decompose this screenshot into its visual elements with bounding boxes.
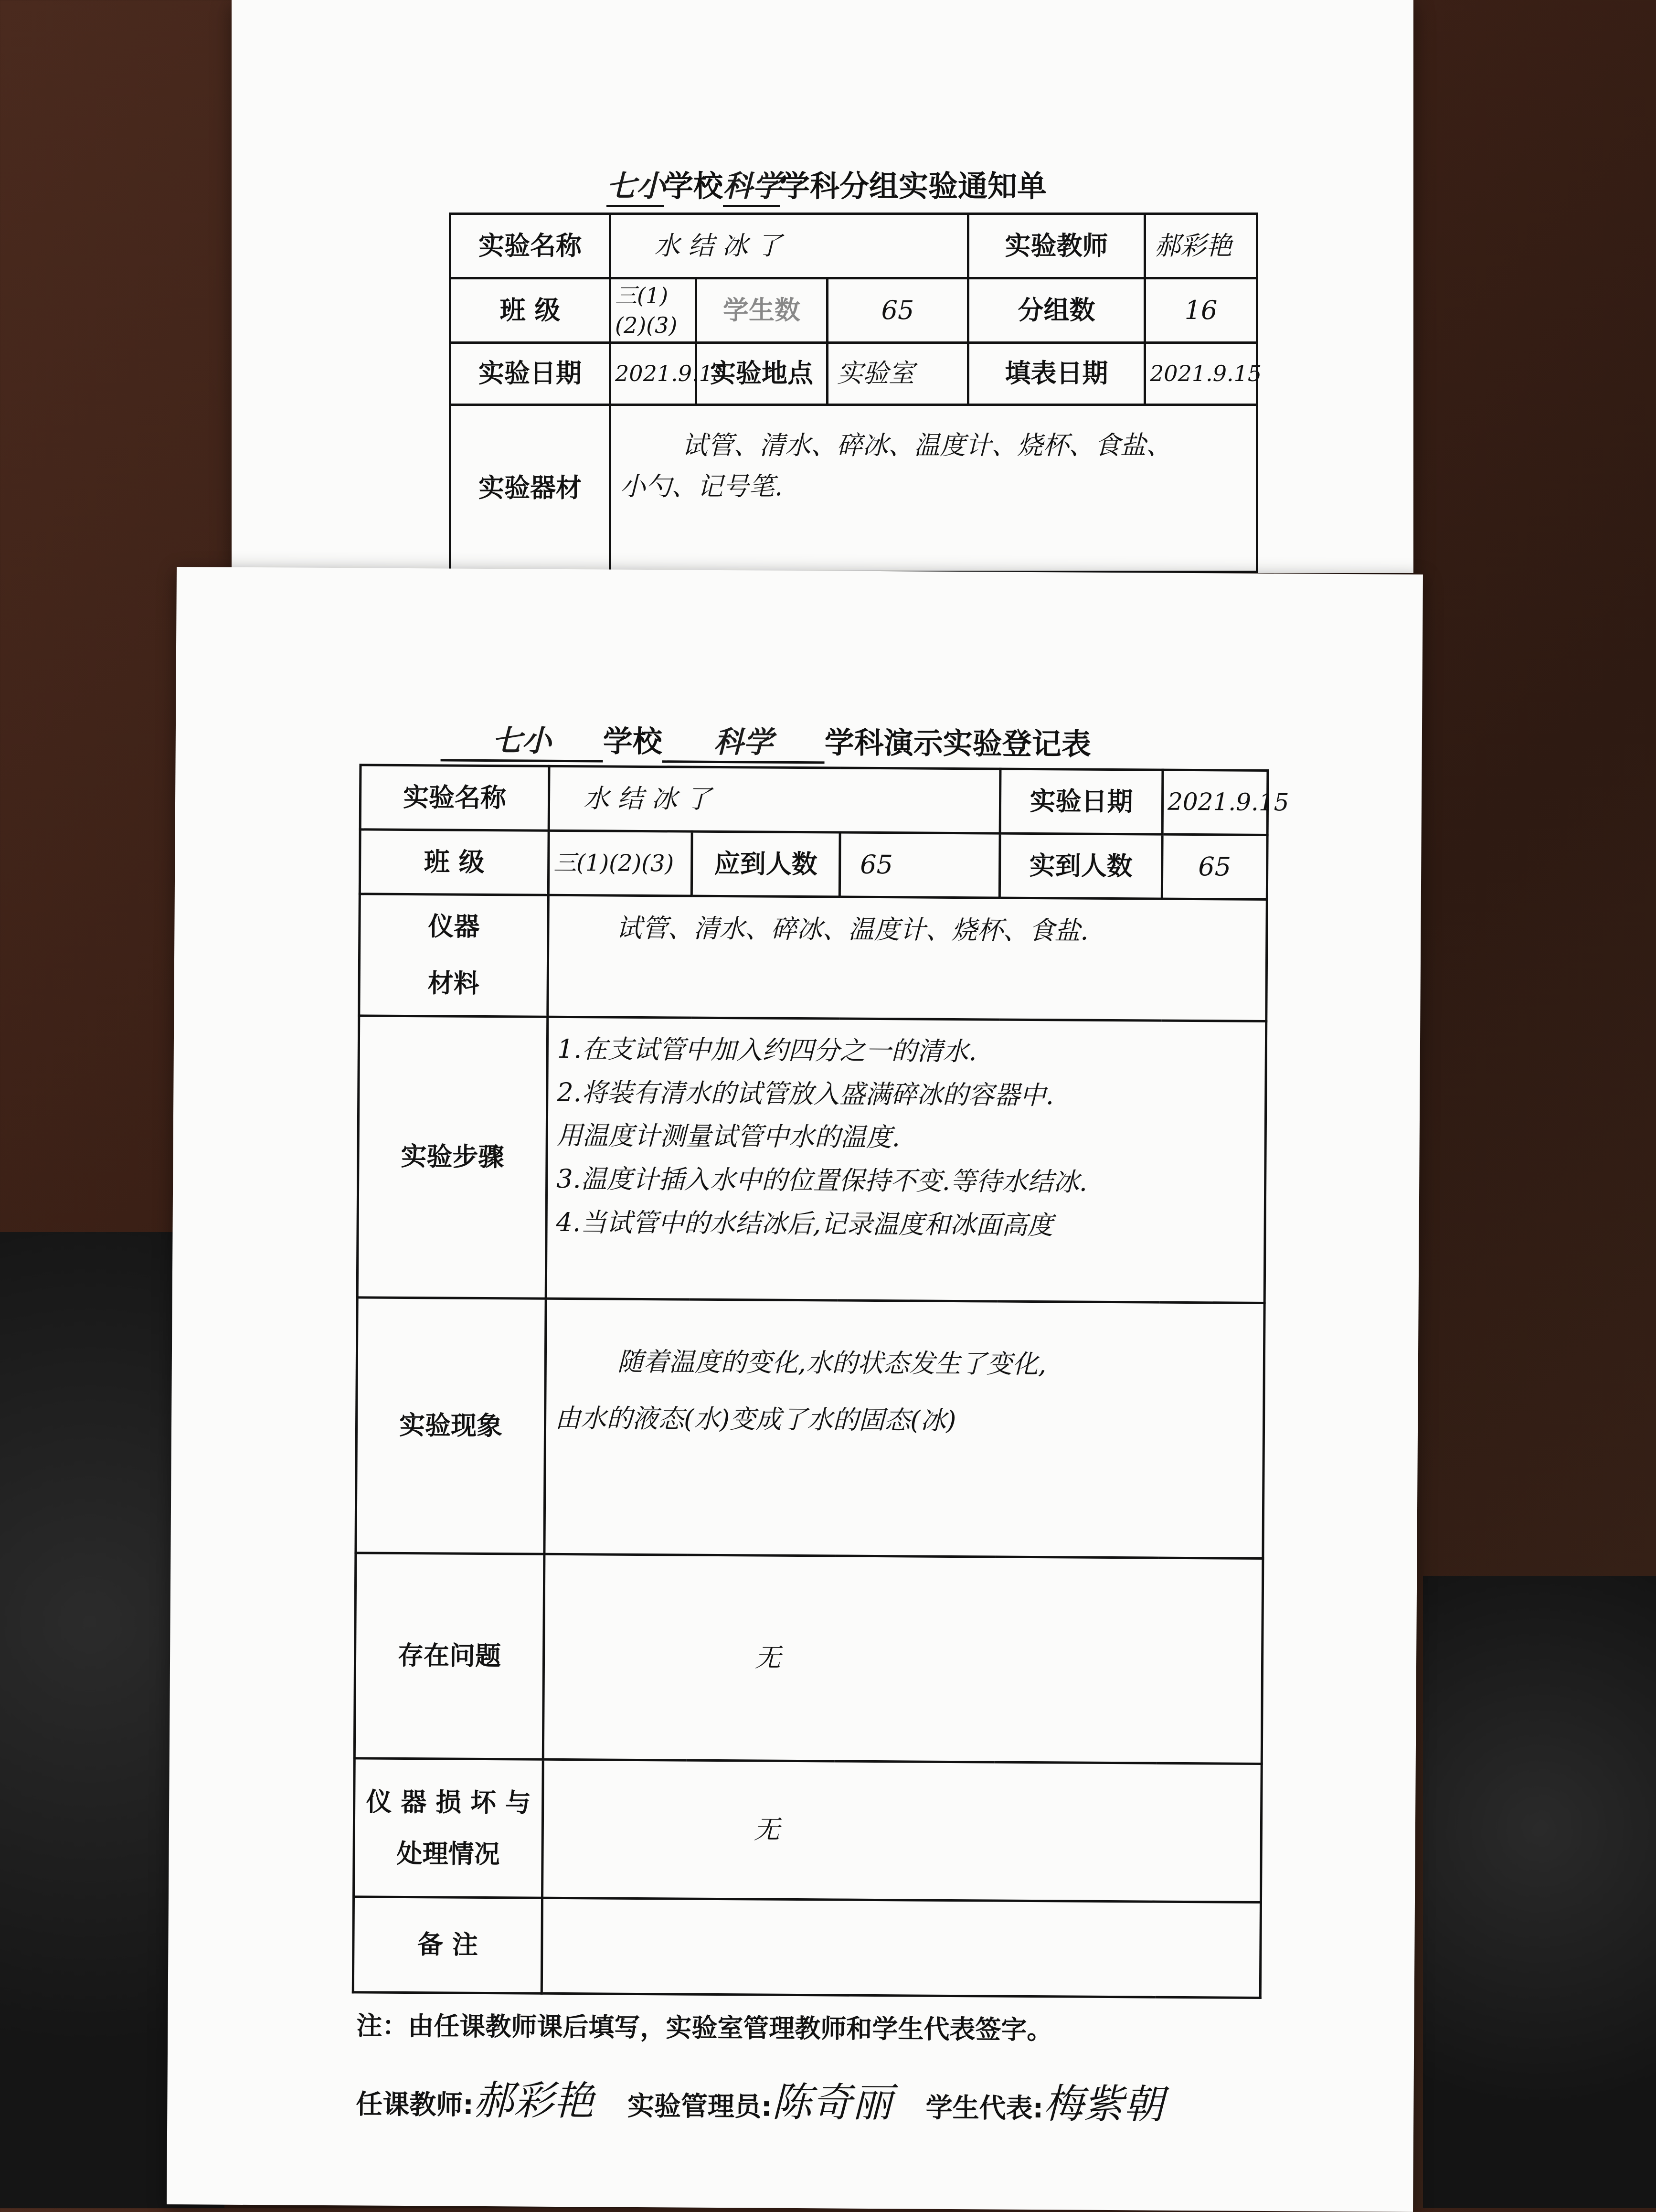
register-experiment-name: 水 结 冰 了 xyxy=(549,766,1000,833)
register-damage: 无 xyxy=(542,1759,1262,1902)
register-label-materials-1: 仪器 xyxy=(428,911,480,942)
notice-label-teacher: 实验教师 xyxy=(968,214,1145,278)
student-signature: 梅紫朝 xyxy=(1043,2080,1164,2128)
leather-chair-right xyxy=(1423,1576,1656,2208)
register-title-school-suffix: 学校 xyxy=(603,723,663,759)
register-step: 2.将装有清水的试管放入盛满碎冰的容器中. xyxy=(557,1077,1054,1110)
notice-class: 三(1)(2)(3) xyxy=(610,278,696,343)
register-label-class: 班 级 xyxy=(360,830,549,895)
register-label-date: 实验日期 xyxy=(1000,769,1163,834)
register-title xyxy=(441,716,1092,765)
teacher-signature-label: 任课教师: xyxy=(356,2089,474,2121)
notice-date: 2021.9.15 xyxy=(610,343,696,405)
register-step: 用温度计测量试管中水的温度. xyxy=(556,1120,901,1153)
register-school: 七小 xyxy=(441,716,604,762)
register-date: 2021.9.15 xyxy=(1162,770,1268,835)
register-label-problems: 存在问题 xyxy=(354,1553,544,1759)
register-subject: 科学 xyxy=(662,718,825,764)
admin-signature: 陈奇丽 xyxy=(772,2078,892,2127)
register-sheet xyxy=(167,567,1423,2212)
student-signature-label: 学生代表: xyxy=(925,2092,1044,2125)
register-steps xyxy=(546,1017,1266,1303)
notice-label-location: 实验地点 xyxy=(696,343,828,405)
register-problems: 无 xyxy=(543,1554,1263,1764)
notice-sheet xyxy=(232,0,1413,573)
teacher-signature: 郝彩艳 xyxy=(473,2076,594,2125)
register-label-damage-1: 仪 器 损 坏 与 xyxy=(366,1786,531,1818)
register-step: 1.在支试管中加入约四分之一的清水. xyxy=(557,1033,977,1067)
register-label-steps: 实验步骤 xyxy=(357,1016,548,1298)
register-title-suffix: 学科演示实验登记表 xyxy=(824,725,1092,762)
register-label-phenomenon: 实验现象 xyxy=(356,1297,546,1554)
notice-fill-date: 2021.9.15 xyxy=(1145,343,1257,405)
register-label-materials xyxy=(359,894,549,1017)
notice-label-fill-date: 填表日期 xyxy=(968,343,1145,405)
register-label-remarks: 备 注 xyxy=(353,1897,542,1993)
register-remarks xyxy=(541,1898,1261,1998)
notice-label-group-count: 分组数 xyxy=(968,278,1145,343)
notice-location: 实验室 xyxy=(828,343,968,405)
register-label-expected: 应到人数 xyxy=(691,831,840,897)
register-label-experiment-name: 实验名称 xyxy=(360,765,549,830)
register-class: 三(1)(2)(3) xyxy=(548,830,692,896)
register-label-materials-2: 材料 xyxy=(427,968,479,999)
register-label-damage xyxy=(354,1758,543,1898)
register-expected: 65 xyxy=(839,832,1000,898)
notice-label-materials: 实验器材 xyxy=(450,405,610,572)
register-step: 4.当试管中的水结冰后,记录温度和冰面高度 xyxy=(556,1207,1053,1241)
notice-table xyxy=(449,213,1262,573)
register-phenomenon-line2: 由水的液态(水)变成了水的固态(冰) xyxy=(554,1403,956,1436)
register-actual: 65 xyxy=(1162,834,1267,899)
admin-signature-label: 实验管理员: xyxy=(627,2090,772,2123)
notice-label-student-count: 学生数 xyxy=(696,278,828,343)
register-step: 3.温度计插入水中的位置保持不变.等待水结冰. xyxy=(556,1164,1088,1197)
notice-materials-line1: 试管、清水、碎冰、温度计、烧杯、食盐、 xyxy=(682,430,1172,460)
notice-label-date: 实验日期 xyxy=(450,343,610,405)
notice-teacher: 郝彩艳 xyxy=(1145,214,1257,278)
register-signatures xyxy=(356,2067,1164,2130)
notice-subject: 科学 xyxy=(723,162,780,207)
register-label-damage-2: 处理情况 xyxy=(396,1838,500,1869)
register-label-actual: 实到人数 xyxy=(999,833,1162,899)
notice-student-count: 65 xyxy=(828,278,968,343)
notice-title-school-suffix: 学校 xyxy=(664,169,723,203)
notice-label-class: 班 级 xyxy=(450,278,610,343)
notice-group-count: 16 xyxy=(1145,278,1257,343)
register-phenomenon-line1: 随着温度的变化,水的状态发生了变化, xyxy=(617,1346,1047,1380)
register-note: 注：由任课教师课后填写，实验室管理教师和学生代表签字。 xyxy=(356,2010,1053,2045)
notice-title xyxy=(606,162,1047,207)
notice-materials xyxy=(610,405,1257,572)
notice-experiment-name: 水 结 冰 了 xyxy=(610,214,968,278)
register-table xyxy=(352,764,1289,1999)
notice-title-suffix: 学科分组实验通知单 xyxy=(780,169,1047,203)
notice-materials-line2: 小勺、记号笔. xyxy=(620,471,783,502)
notice-label-experiment-name: 实验名称 xyxy=(450,214,610,278)
register-phenomenon xyxy=(544,1298,1264,1558)
register-materials: 试管、清水、碎冰、温度计、烧杯、食盐. xyxy=(548,895,1267,1021)
notice-school: 七小 xyxy=(606,162,664,207)
